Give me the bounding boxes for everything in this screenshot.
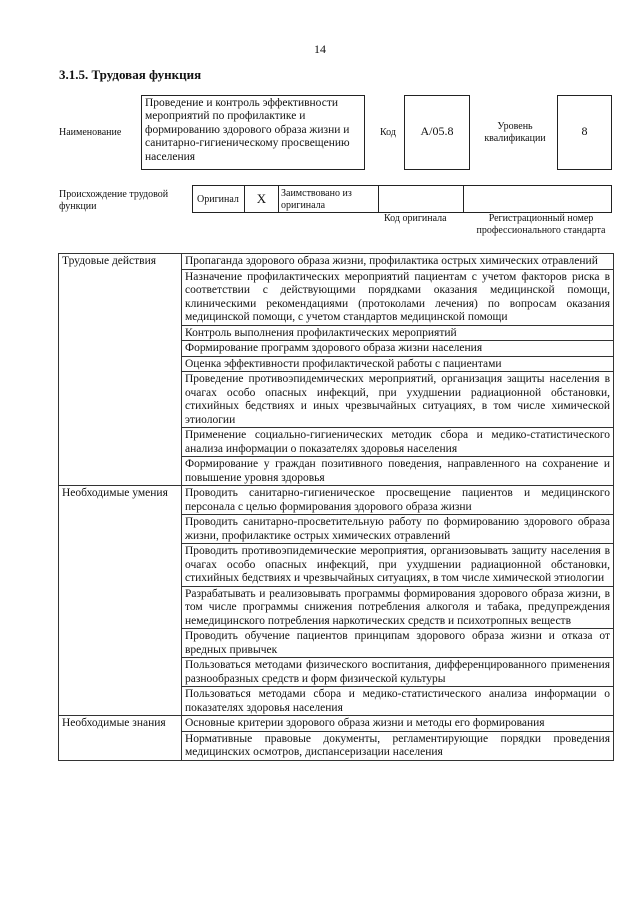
section-item: Проведение противоэпидемических мероприятий, организация защиты населения в очагах особо опасных инфекций, при ухудшении радиационной обстановки, стихийных бедствиях и иных чрезвычайных ситуациях, в том числе химической этиологии [182,372,614,428]
section-title: 3.1.5. Трудовая функция [59,67,202,82]
code-original-label: Код оригинала [384,213,447,224]
level-value: 8 [557,95,612,170]
borrowed-x-cell [379,186,464,212]
origin-row [192,185,612,213]
function-table [58,253,614,761]
section-item: Формирование у граждан позитивного поведения, направленного на сохранение и повышение уровня здоровья [182,457,614,486]
table-row [59,716,614,732]
reg-number-label: Регистрационный номер профессионального стандарта [476,213,606,236]
origin-label: Происхождение трудовой функции [59,189,169,212]
table-row [59,254,614,270]
section-item: Пропаганда здорового образа жизни, профилактика острых химических отравлений [182,254,614,270]
code-value: A/05.8 [404,95,470,170]
section-item: Проводить обучение пациентов принципам здорового образа жизни и отказа от вредных привычек [182,629,614,658]
section-item: Формирование программ здорового образа жизни населения [182,341,614,357]
table-row [59,486,614,515]
section-item: Назначение профилактических мероприятий пациентам с учетом факторов риска в соответствии с действующими порядками оказания медицинской помощи, клиническими рекомендациями (протоколами лечения) по вопросам оказания медицинской помощи, с учетом стандартов медицинской помощи [182,269,614,325]
section-item: Основные критерии здорового образа жизни и методы его формирования [182,716,614,732]
name-label: Наименование [59,127,122,138]
page-number: 14 [314,42,326,56]
section-item: Применение социально-гигиенических методик сбора и медико-статистического анализа информации о показателях здоровья населения [182,428,614,457]
function-name-box: Проведение и контроль эффективности мероприятий по профилактике и формированию здорового образа жизни и санитарно-гигиеническому просвещению населения [141,95,365,170]
section-item: Контроль выполнения профилактических мероприятий [182,325,614,341]
section-item: Пользоваться методами физического воспитания, дифференцированного применения разнообразных средств и форм физической культуры [182,658,614,687]
section-label: Трудовые действия [59,254,182,486]
section-item: Пользоваться методами сбора и медико-статистического анализа информации о показателях здоровья населения [182,687,614,716]
borrowed-label: Заимствовано из оригинала [281,188,352,211]
borrowed-cell [279,186,379,212]
section-item: Проводить санитарно-просветительную работу по формированию здорового образа жизни, профилактике острых химических отравлений [182,515,614,544]
section-item: Проводить противоэпидемические мероприятия, организовывать защиту населения в очагах особо опасных инфекций, при ухудшении радиационной обстановки, стихийных бедствиях и чрезвычайных ситуациях, в том числе химической этиологии [182,544,614,587]
section-item: Проводить санитарно-гигиеническое просвещение пациентов и медицинского персонала с целью формирования здорового образа жизни [182,486,614,515]
original-mark: X [245,186,279,212]
original-label: Оригинал [197,194,239,205]
level-label: Уровень квалификации [484,121,546,144]
section-item: Нормативные правовые документы, регламентирующие порядки проведения медицинских осмотров, диспансеризации населения [182,731,614,760]
section-item: Разрабатывать и реализовывать программы формирования здорового образа жизни, в том числе программы снижения потребления алкоголя и табака, предупреждения немедицинского потребления наркотических средств и психотропных веществ [182,586,614,629]
original-cell [193,186,245,212]
section-item: Оценка эффективности профилактической работы с пациентами [182,356,614,372]
section-label: Необходимые знания [59,716,182,761]
section-label: Необходимые умения [59,486,182,716]
code-label: Код [380,127,396,138]
